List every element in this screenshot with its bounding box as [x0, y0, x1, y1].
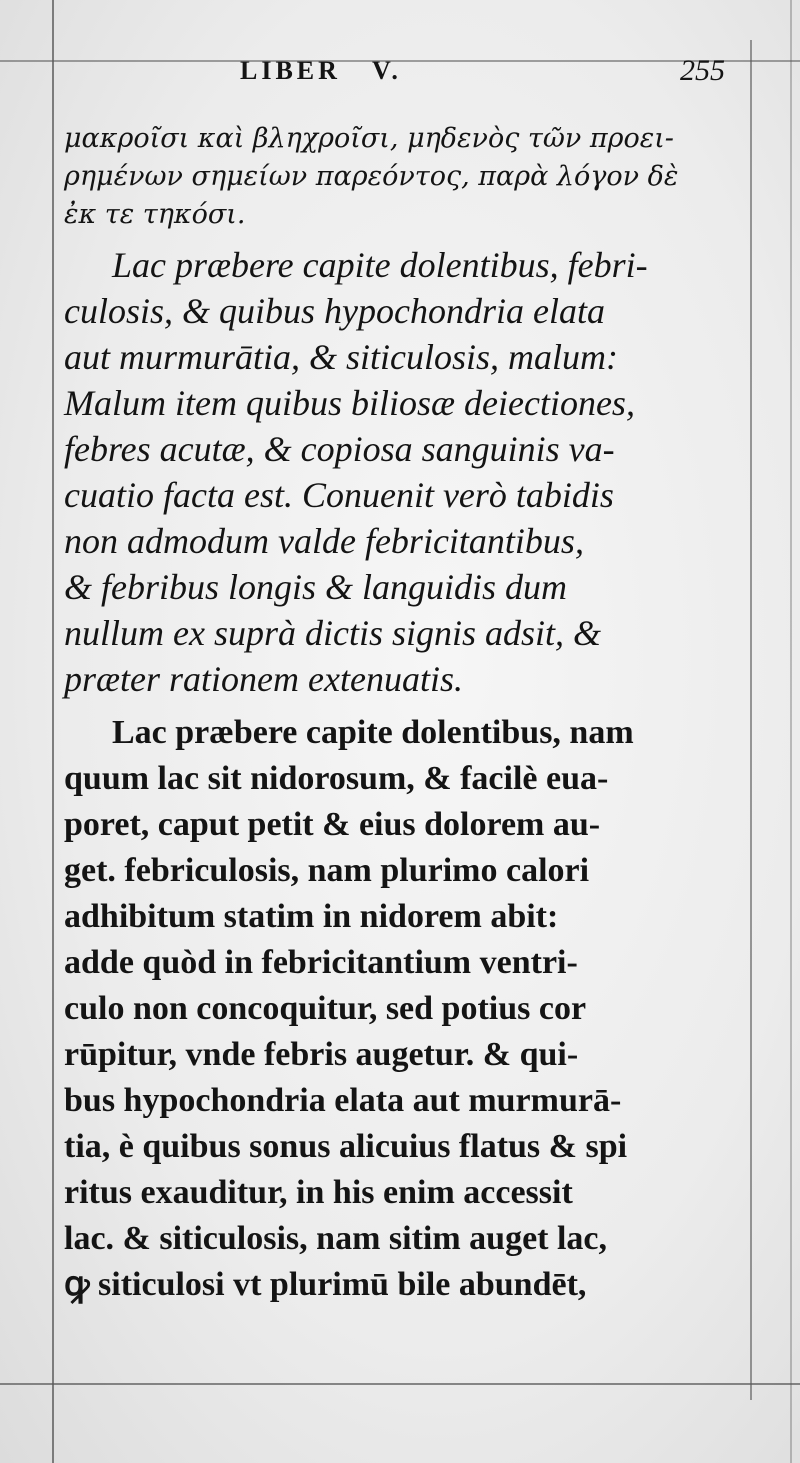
text-line: rūpitur, vnde febris augetur. & qui- — [64, 1036, 579, 1073]
text-line: ritus exauditur, in his enim accessit — [64, 1174, 573, 1211]
right-margin-rule — [750, 40, 752, 1400]
text-line: Malum item quibus biliosæ deiectiones, — [64, 383, 635, 423]
text-line: ἐκ τε τηκόσι. — [64, 199, 246, 230]
text-line: get. febriculosis, nam plurimo calori — [64, 852, 590, 889]
text-line: lac. & siticulosis, nam sitim auget lac, — [64, 1220, 608, 1257]
bottom-rule — [0, 1383, 800, 1385]
text-line: μακροῖσι καὶ βληχροῖσι, μηδενὸς τῶν προει- — [64, 123, 674, 154]
text-line: præter rationem extenuatis. — [64, 659, 463, 699]
text-line: & febribus longis & languidis dum — [64, 567, 568, 607]
text-line: febres acutæ, & copiosa sanguinis va- — [64, 429, 615, 469]
text-line: Lac præbere capite dolentibus, nam — [112, 714, 634, 751]
text-line: tia, è quibus sonus alicuius flatus & spi — [64, 1128, 628, 1165]
page-edge-rule — [790, 0, 792, 1463]
text-block — [64, 120, 744, 1308]
text-line: culo non concoquitur, sed potius cor — [64, 990, 587, 1027]
text-line: culosis, & quibus hypochondria elata — [64, 291, 605, 331]
left-margin-rule — [52, 0, 54, 1463]
text-line: Lac præbere capite dolentibus, febri- — [112, 245, 648, 285]
text-line: nullum ex suprà dictis signis adsit, & — [64, 613, 602, 653]
text-line: cuatio facta est. Conuenit verò tabidis — [64, 475, 614, 515]
running-head: LIBER V. — [240, 56, 402, 85]
text-line: adde quòd in febricitantium ventri- — [64, 944, 578, 981]
text-line: ρημένων σημείων παρεόντος, παρὰ λόγον δὲ — [64, 161, 679, 192]
text-line: poret, caput petit & eius dolorem au- — [64, 806, 601, 843]
text-line: ꝙ siticulosi vt plurimū bile abundēt, — [64, 1266, 587, 1303]
text-line: adhibitum statim in nidorem abit: — [64, 898, 559, 935]
text-line: quum lac sit nidorosum, & facilè eua- — [64, 760, 609, 797]
text-line: aut murmurātia, & siticulosis, malum: — [64, 337, 619, 377]
page-number: 255 — [680, 54, 725, 87]
text-line: non admodum valde febricitantibus, — [64, 521, 584, 561]
text-line: bus hypochondria elata aut murmurā- — [64, 1082, 622, 1119]
